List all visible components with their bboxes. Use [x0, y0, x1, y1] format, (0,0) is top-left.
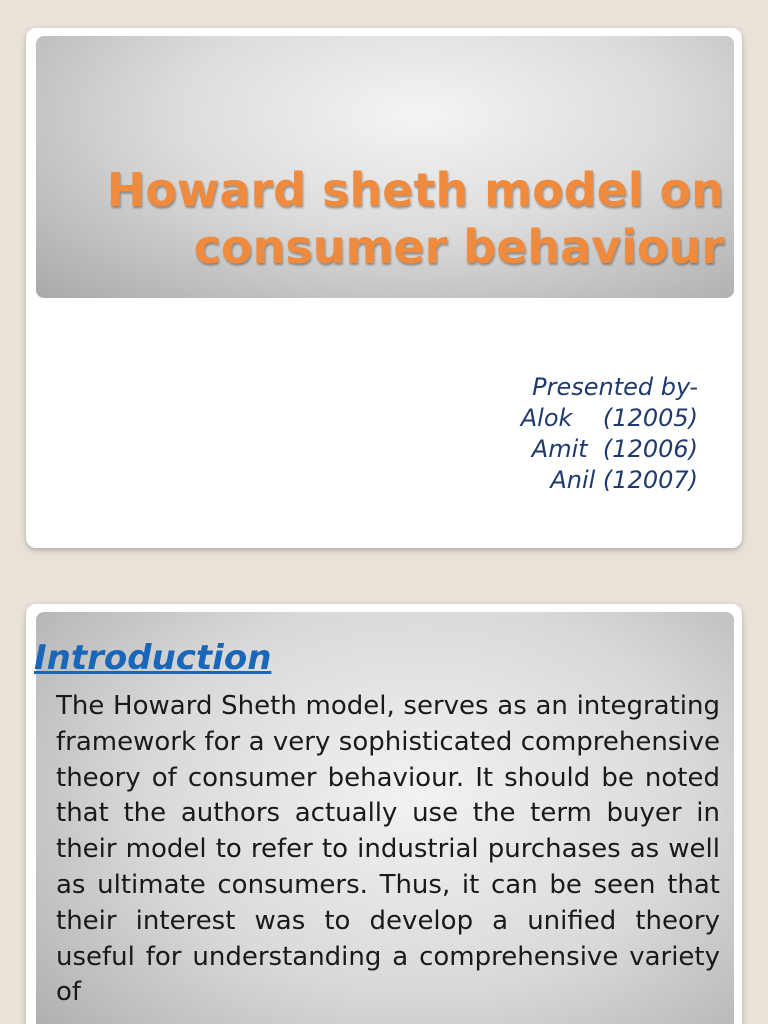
- presenters-block: [521, 372, 698, 496]
- introduction-heading: Introduction: [34, 638, 272, 678]
- presented-by-label: Presented by-: [532, 373, 698, 401]
- presenter-alok: Alok (12005): [520, 404, 698, 432]
- introduction-slide: [26, 604, 742, 1024]
- slide-title-line-1: Howard sheth model on: [106, 163, 724, 217]
- presenter-anil: Anil (12007): [550, 466, 698, 494]
- presenter-amit: Amit (12006): [531, 435, 698, 463]
- title-slide: [26, 28, 742, 548]
- introduction-body: The Howard Sheth model, serves as an integrating framework for a very sophisticated comprehensive theory of consumer behaviour. It should be noted that the authors actually use the term buyer in their model to refer to industrial purchases as well as ultimate consumers. Thus, it can be seen that their interest was to develop a unified theory useful for understanding a comprehensive variety of: [56, 691, 720, 1008]
- slide-title: [107, 162, 724, 276]
- slide-title-line-2: consumer behaviour: [193, 220, 724, 274]
